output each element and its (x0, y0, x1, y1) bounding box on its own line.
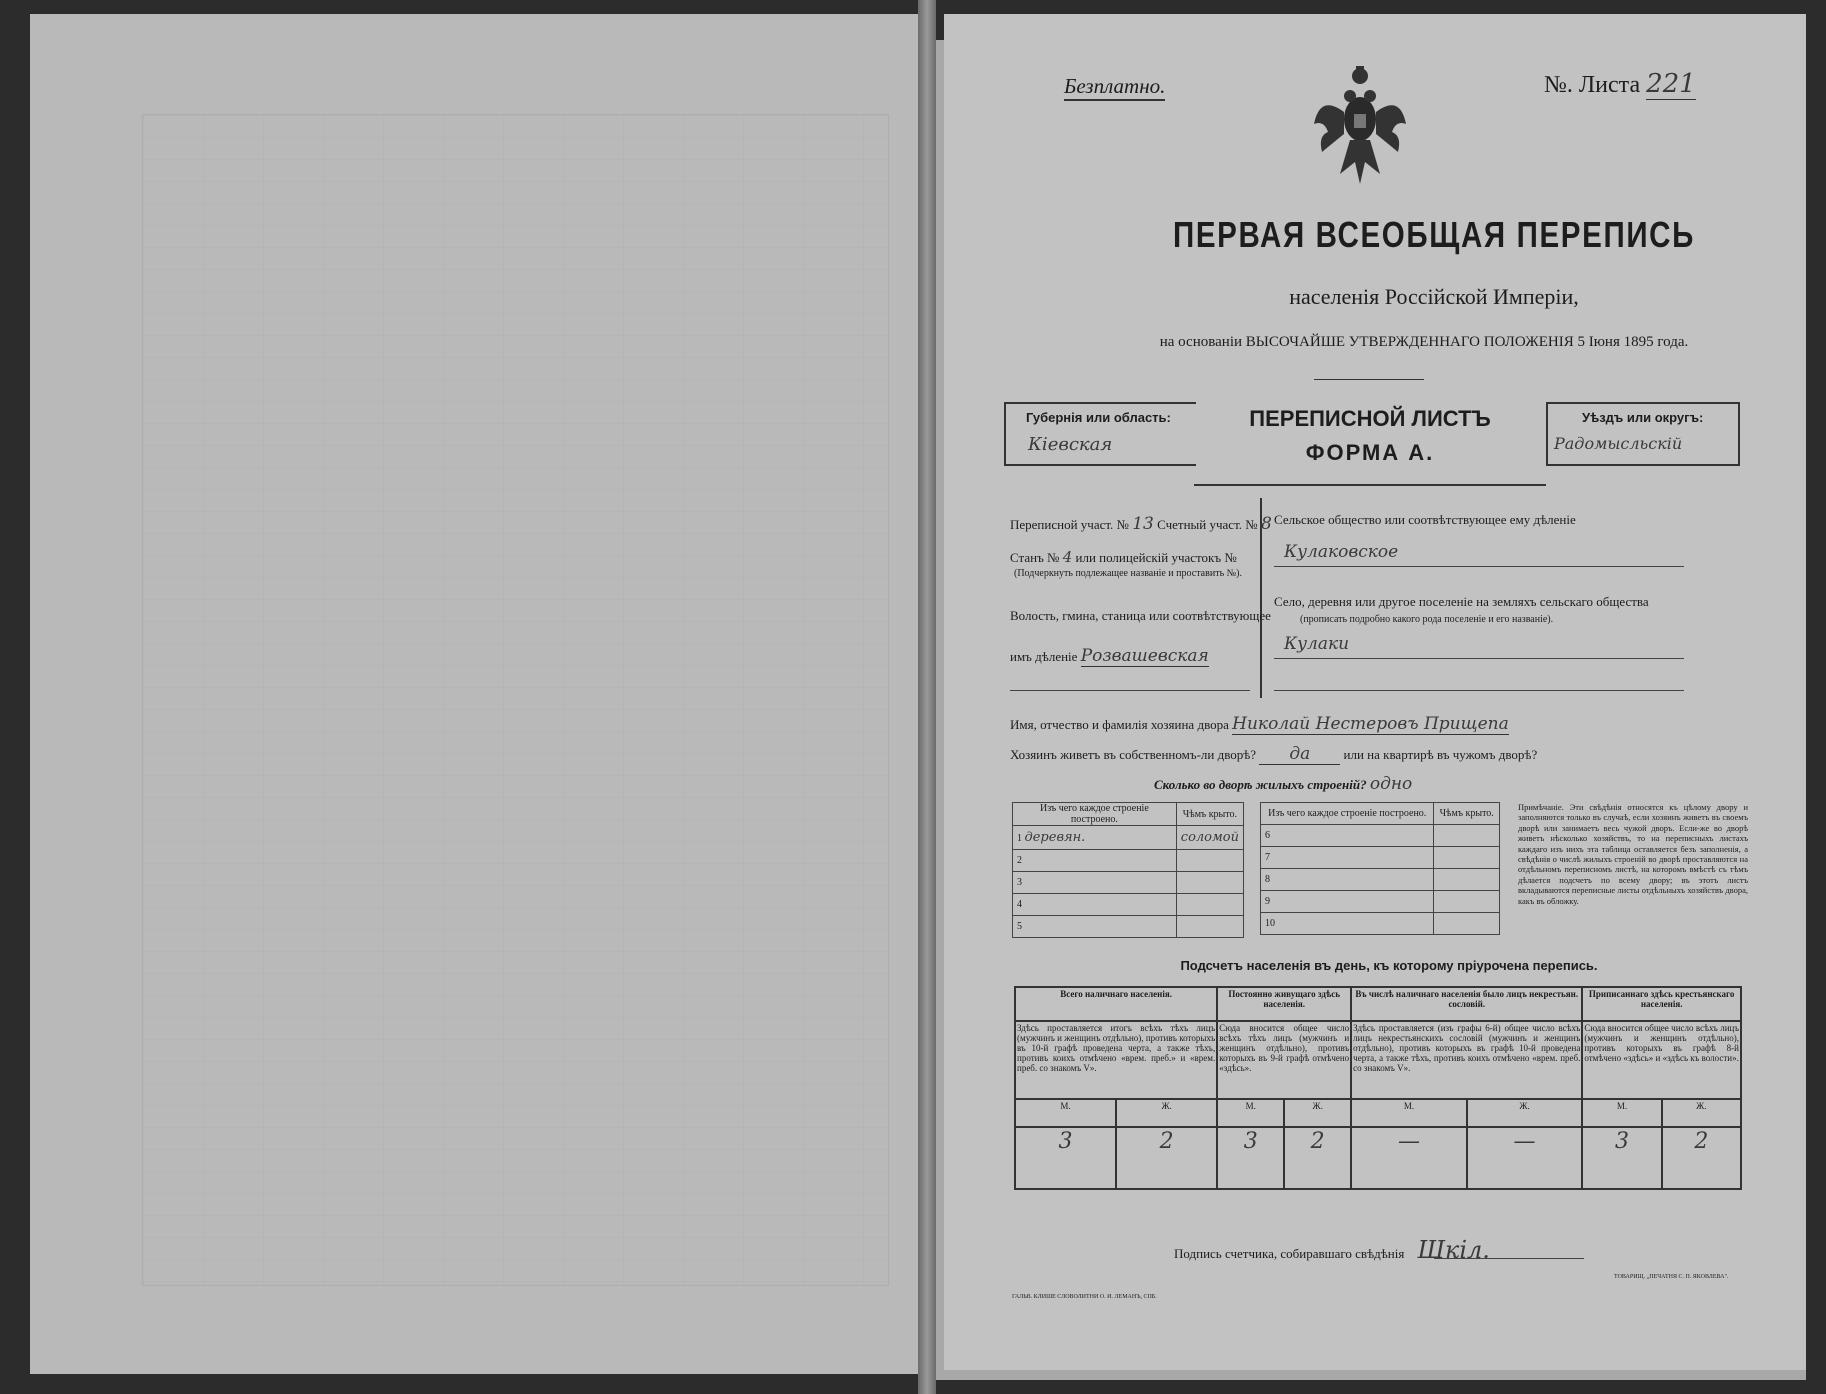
buildings-note: Примѣчаніе. Эти свѣдѣнія относятся къ цѣлому двору и заполняются только въ случаѣ, если хозяинъ живетъ въ своемъ дворѣ или занимаетъ весь чужой дворъ. Если-же во дворѣ живетъ нѣсколько хозяйствъ, то на переписныхъ листахъ каждаго изъ нихъ эта таблица оставляется безъ заполненія, а свѣдѣнія о числѣ жилыхъ строеній во дворѣ проставляются на отдѣльномъ переписномъ листѣ, на которомъ вмѣстѣ съ тѣмъ дѣлается подсчетъ по всему двору; въ этотъ листъ вкладываются переписные листы отдѣльныхъ хозяйствъ двора, какъ въ обложку. (1518, 802, 1748, 906)
signature-label: Подпись счетчика, собиравшаго свѣдѣнія (1174, 1246, 1405, 1261)
building-roof: соломой (1176, 826, 1243, 850)
owner-label: Имя, отчество и фамилія хозяина двора (1010, 717, 1229, 732)
legal-basis: на основаніи ВЫСОЧАЙШЕ УТВЕРЖДЕННАГО ПОЛОЖЕНІЯ 5 Іюня 1895 года. (1159, 334, 1689, 350)
group-total-desc: Здѣсь проставляется итогъ всѣхъ тѣхъ лицъ (мужчинъ и женщинъ отдѣльно), противъ которыхъ въ 10-й графѣ проведена черта, а также тѣхъ, противъ коихъ отмѣчено «врем. преб.» и «врем. преб. со знакомъ V». (1015, 1021, 1217, 1099)
sheet-number-label: №. Листа (1544, 72, 1641, 98)
book-spine (918, 0, 936, 1394)
sheet-number-value: 221 (1646, 69, 1696, 99)
stan-note: (Подчеркнуть подлежащее названіе и проставить №). (1014, 568, 1242, 579)
col-roof-header: Чѣмъ крыто. (1434, 803, 1500, 825)
total-female-count: 2 (1116, 1127, 1217, 1189)
printer-credit-right: ТОВАРИЩ. „ПЕЧАТНЯ С. П. ЯКОВЛЕВА". (1614, 1274, 1729, 1280)
female-header: Ж. (1284, 1099, 1351, 1127)
census-summary-table (1014, 986, 1742, 1190)
group-non-peasant-header: Въ числѣ наличнаго населенія было лицъ некрестьян. сословій. (1351, 987, 1582, 1021)
col-roof-header: Чѣмъ крыто. (1176, 803, 1243, 826)
col-material-header: Изъ чего каждое строеніе построено. (1013, 803, 1177, 826)
group-non-peasant-desc: Здѣсь проставляется (изъ графы 6-й) общее число всѣхъ лицъ некрестьянскихъ сословій (мужчинъ и женщинъ отдѣльно), противъ которыхъ въ графѣ 10-й проведена черта, а также тѣхъ, противъ коихъ отмѣчено «врем. преб. со знакомъ V». (1351, 1021, 1582, 1099)
row-number: 4 (1013, 894, 1177, 916)
buildings-table-left (1012, 802, 1244, 938)
female-header: Ж. (1116, 1099, 1217, 1127)
rent-label: или на квартирѣ въ чужомъ дворѣ? (1343, 747, 1538, 762)
volost-label: Волость, гмина, станица или соотвѣтствующее (1010, 608, 1271, 623)
document-subtitle: населенія Россійской Имперіи, (1289, 284, 1579, 309)
uezd-box (1546, 402, 1740, 466)
stan-rest-label: или полицейскій участокъ № (1075, 550, 1237, 565)
row-number: 7 (1261, 847, 1434, 869)
permanent-male-count: 3 (1217, 1127, 1284, 1189)
uezd-label: Уѣздъ или округъ: (1582, 410, 1704, 425)
volost-value: Розвашевская (1080, 646, 1209, 666)
gubernia-box (1004, 402, 1196, 466)
counting-area-value: 8 (1260, 514, 1272, 534)
left-page (30, 14, 922, 1374)
own-yard-value: да (1259, 744, 1340, 765)
non-peasant-male-count: — (1351, 1127, 1467, 1189)
own-yard-label: Хозяинъ живетъ въ собственномъ-ли дворѣ? (1010, 747, 1257, 762)
registered-male-count: 3 (1582, 1127, 1661, 1189)
row-number: 10 (1261, 913, 1434, 935)
male-header: М. (1015, 1099, 1116, 1127)
society-label: Сельское общество или соотвѣтствующее ему дѣленіе (1274, 512, 1576, 527)
stan-label: Станъ № (1010, 550, 1060, 565)
printer-credit-left: ГАЛЬВ. КЛИШЕ СЛОВОЛИТНИ О. И. ЛЕМАНЪ, СПБ. (1012, 1294, 1157, 1300)
enumerator-signature: Шкіл. (1417, 1236, 1490, 1264)
buildings-table-right (1260, 802, 1500, 935)
census-area-value: 13 (1132, 514, 1154, 534)
village-label: Село, деревня или другое поселеніе на земляхъ сельскаго общества (1274, 594, 1649, 609)
uezd-value: Радомысльскій (1554, 434, 1683, 453)
volost-label-cont: имъ дѣленіе (1010, 649, 1078, 664)
group-registered-header: Приписаннаго здѣсь крестьянскаго населенія. (1582, 987, 1741, 1021)
census-area-label: Переписной участ. № (1010, 517, 1129, 532)
male-header: М. (1351, 1099, 1467, 1127)
row-number: 9 (1261, 891, 1434, 913)
buildings-label: Сколько во дворѣ жилыхъ строеній? (1154, 777, 1367, 792)
village-note: (прописать подробно какого рода поселеніе и его названіе). (1300, 614, 1554, 625)
col-material-header: Изъ чего каждое строеніе построено. (1261, 803, 1434, 825)
form-name: ПЕРЕПИСНОЙ ЛИСТЪ (1249, 406, 1491, 431)
registered-female-count: 2 (1662, 1127, 1741, 1189)
group-permanent-desc: Сюда вносится общее число всѣхъ тѣхъ лицъ (мужчинъ и женщинъ отдѣльно), противъ которыхъ въ 9-й графѣ отмѣчено «здѣсь». (1217, 1021, 1351, 1099)
left-page-ghost-grid (142, 114, 889, 1286)
female-header: Ж. (1467, 1099, 1583, 1127)
male-header: М. (1217, 1099, 1284, 1127)
counting-area-label: Счетный участ. № (1157, 517, 1258, 532)
free-label: Безплатно. (1064, 74, 1165, 101)
row-number: 8 (1261, 869, 1434, 891)
document-title: ПЕРВАЯ ВСЕОБЩАЯ ПЕРЕПИСЬ (1172, 214, 1696, 255)
village-value: Кулаки (1284, 634, 1350, 654)
row-number: 3 (1013, 872, 1177, 894)
census-form-page (944, 14, 1806, 1370)
society-value: Кулаковское (1284, 542, 1399, 562)
form-variant: ФОРМА А. (1305, 440, 1435, 465)
non-peasant-female-count: — (1467, 1127, 1583, 1189)
imperial-eagle-emblem (1310, 64, 1410, 214)
row-number: 2 (1013, 850, 1177, 872)
buildings-value: одно (1369, 774, 1413, 794)
ornament-divider (1314, 379, 1424, 380)
row-number: 5 (1013, 916, 1177, 938)
female-header: Ж. (1662, 1099, 1741, 1127)
building-material: деревян. (1024, 830, 1086, 845)
census-summary-title: Подсчетъ населенія въ день, къ которому пріурочена перепись. (1180, 958, 1598, 973)
group-registered-desc: Сюда вносится общее число всѣхъ лицъ (мужчинъ и женщинъ отдѣльно), противъ которыхъ въ графѣ 8-й отмѣчено «здѣсь» и «здѣсь къ волости». (1582, 1021, 1741, 1099)
group-permanent-header: Постоянно живущаго здѣсь населенія. (1217, 987, 1351, 1021)
gubernia-value: Кіевская (1028, 434, 1113, 455)
total-male-count: 3 (1015, 1127, 1116, 1189)
owner-value: Николай Нестеровъ Прищепа (1232, 714, 1509, 734)
row-number: 6 (1261, 825, 1434, 847)
stan-value: 4 (1062, 548, 1073, 566)
permanent-female-count: 2 (1284, 1127, 1351, 1189)
gubernia-label: Губернія или область: (1026, 410, 1171, 425)
group-total-header: Всего наличнаго населенія. (1015, 987, 1217, 1021)
male-header: М. (1582, 1099, 1661, 1127)
row-number: 1 (1017, 833, 1022, 844)
